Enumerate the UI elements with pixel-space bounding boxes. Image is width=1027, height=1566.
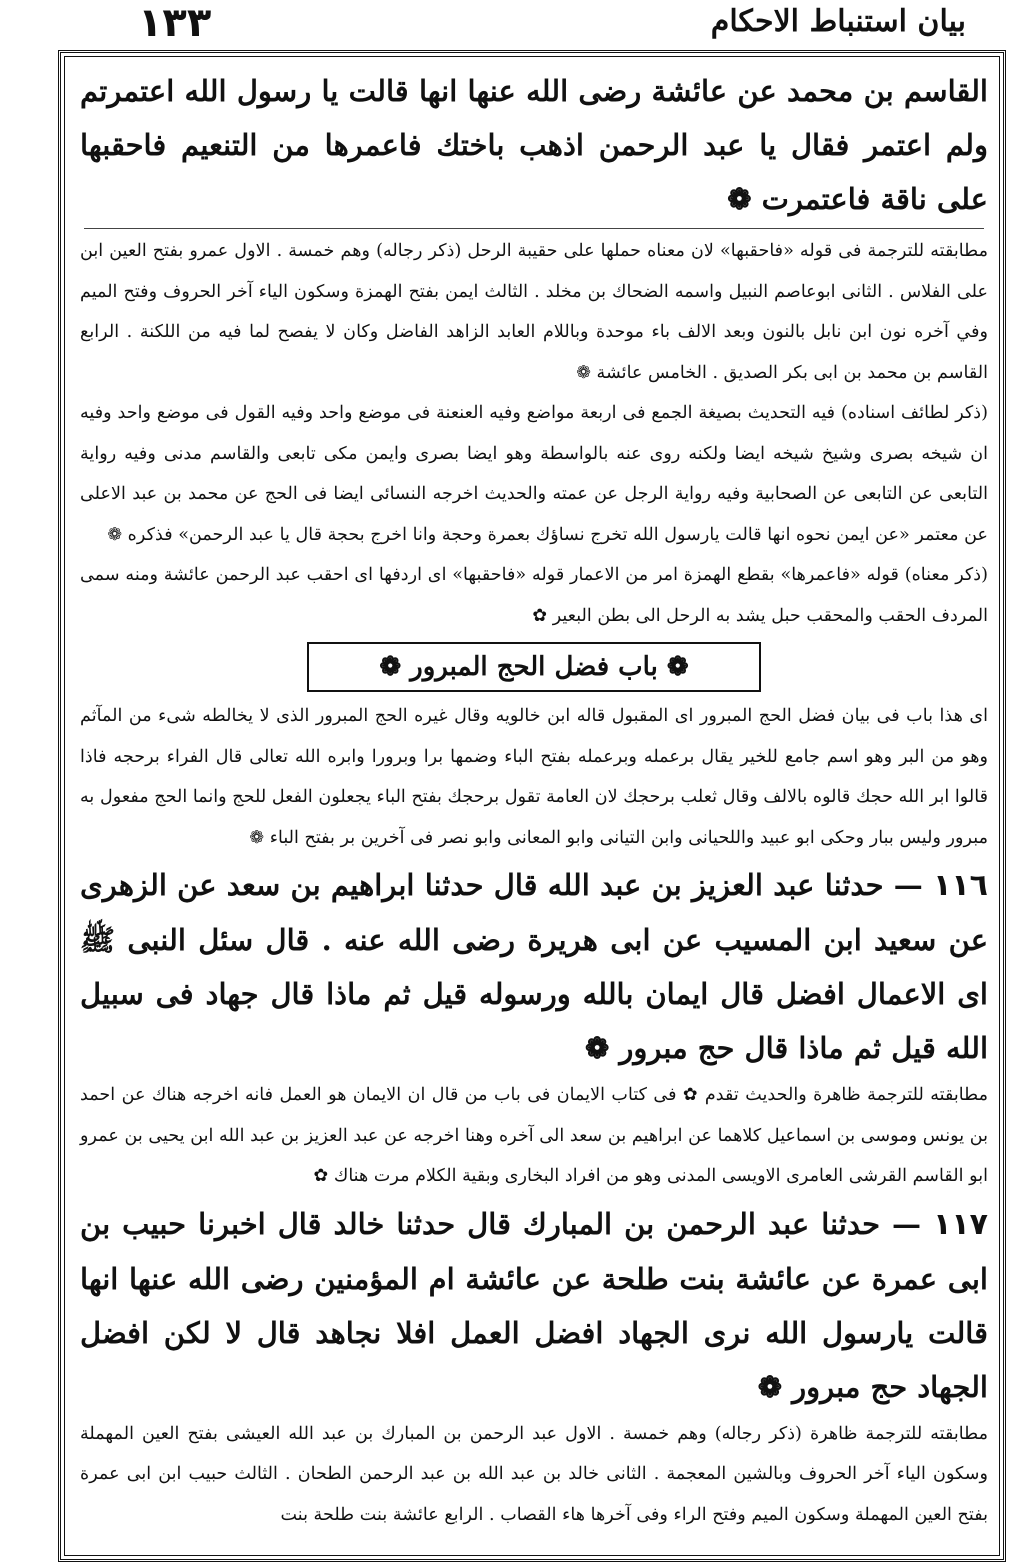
page-header (58, 0, 1006, 48)
commentary-maanahu: (ذكر معناه) قوله «فاعمرها» بقطع الهمزة امر من الاعمار قوله «فاحقبها» اى اردفها اى احقب عبد الرحمن عائشة ومنه سمى المردف الحقب والمحقب حبل يشد به الرحل الى بطن البعير ✿ (80, 565, 988, 626)
running-title: بيان استنباط الاحكام (710, 4, 966, 39)
hadith-117-commentary: مطابقته للترجمة ظاهرة (ذكر رجاله) وهم خمسة . الاول عبد الرحمن بن المبارك بن عبد الله العيشى بفتح العين المهملة وسكون الياء آخر الحروف وبالشين المعجمة . الثانى خالد بن عبد الله بن عبد الرحمن الطحان . الثالث حبيب ابن ابى عمرة بفتح العين المهملة وسكون الميم وفتح الراء وفى آخرها هاء القصاب . الرابع عائشة بنت طلحة بنت (80, 1423, 988, 1525)
page-body (74, 58, 994, 1558)
divider (84, 228, 984, 229)
chapter-heading-wrap (74, 642, 994, 692)
hadith-115-text: القاسم بن محمد عن عائشة رضى الله عنها انها قالت يا رسول الله اعتمرتم ولم اعتمر فقال يا عبد الرحمن اذهب باختك فاعمرها من التنعيم فاحقبها على ناقة فاعتمرت ❁ (80, 74, 988, 216)
commentary-rijal: مطابقته للترجمة فى قوله «فاحقبها» لان معناه حملها على حقيبة الرحل (ذكر رجاله) وهم خمسة . الاول عمرو بفتح العين ابن على الفلاس . الثانى ابوعاصم النبيل واسمه الضحاك بن مخلد . الثالث ايمن بفتح الهمزة وسكون الياء آخر الحروف وفتح الميم وفي آخره نون ابن نابل بالنون وبعد الالف باء موحدة وباللام العابد الزاهد الفاضل وكان لا يفصح لما فيه من اللكنة . الرابع القاسم بن محمد بن ابى بكر الصديق . الخامس عائشة ❁ (80, 241, 988, 383)
hadith-117-text: حدثنا عبد الرحمن بن المبارك قال حدثنا خالد قال اخبرنا حبيب بن ابى عمرة عن عائشة بنت طلحة عن عائشة ام المؤمنين رضى الله عنها انها قالت يارسول الله نرى الجهاد افضل العمل افلا نجاهد قال لا لكن افضل الجهاد حج مبرور ❁ (80, 1206, 988, 1404)
chapter-commentary: اى هذا باب فى بيان فضل الحج المبرور اى المقبول قاله ابن خالويه وقال غيره الحج المبرور الذى لا يخالطه شىء من المآثم وهو من البر وهو اسم جامع للخير يقال برعمله وبرعمله بفتح الباء وضمها برا وبرورا وابره الله تعالى قال الفراء برحجه فاذا قالوا ابر الله حجك قالوه بالالف وقال ثعلب برحجك لان العامة تقول برحجك بفتح الباء يجعلون الفعل للحج وانما الحج مفعول به مبرور وليس ببار وحكى ابو عبيد واللحيانى وابن التيانى وابو المعانى وابو نصر فى آخرين بر بفتح الباء ❁ (80, 706, 988, 848)
hadith-number: ١١٧ (933, 1206, 988, 1242)
commentary-lataif: (ذكر لطائف اسناده) فيه التحديث بصيغة الجمع فى اربعة مواضع وفيه العنعنة فى موضع واحد وفيه القول فى موضع واحد وفيه ان شيخه بصرى وشيخ شيخه ايضا ولكنه روى عنه بالواسطة وهو ايضا بصرى وايمن مكى تابعى والقاسم مدنى وفيه رواية التابعى عن التابعى عن الصحابية وفيه رواية الرجل عن عمته والحديث اخرجه النسائى ايضا فى الحج عن محمد بن عبد الاعلى عن معتمر «عن ايمن نحوه انها قالت يارسول الله تخرج نساؤك بعمرة وحجة وانا اخرج بحجة قال يا عبد الرحمن» فذكره ❁ (80, 403, 988, 545)
hadith-116-commentary: مطابقته للترجمة ظاهرة والحديث تقدم ✿ فى كتاب الايمان فى باب من قال ان الايمان هو العمل فانه اخرجه هناك عن احمد بن يونس وموسى بن اسماعيل كلاهما عن ابراهيم بن سعد الى آخره وهنا اخرجه عن عبد العزيز بن عبد الله ابن يحيى بن عمرو ابو القاسم القرشى العامرى الاويسى المدنى وهو من افراد البخارى وبقية الكلام مرت هناك ✿ (80, 1085, 988, 1186)
chapter-heading: ❁ باب فضل الحج المبرور ❁ (307, 642, 760, 692)
hadith-116: ١١٦ — حدثنا عبد العزيز بن عبد الله قال حدثنا ابراهيم بن سعد عن الزهرى عن سعيد ابن المسيب عن ابى هريرة رضى الله عنه . قال سئل النبى ﷺ اى الاعمال افضل قال ايمان بالله ورسوله قيل ثم ماذا قال جهاد فى سبيل الله قيل ثم ماذا قال حج مبرور ❁ (80, 868, 988, 1065)
hadith-number: ١١٦ (933, 868, 988, 903)
hadith-116-text: حدثنا عبد العزيز بن عبد الله قال حدثنا ابراهيم بن سعد عن الزهرى عن سعيد ابن المسيب عن ابى هريرة رضى الله عنه . قال سئل النبى ﷺ اى الاعمال افضل قال ايمان بالله ورسوله قيل ثم ماذا قال جهاد فى سبيل الله قيل ثم ماذا قال حج مبرور ❁ (80, 868, 988, 1065)
hadith-117: ١١٧ — حدثنا عبد الرحمن بن المبارك قال حدثنا خالد قال اخبرنا حبيب بن ابى عمرة عن عائشة بنت طلحة عن عائشة ام المؤمنين رضى الله عنها انها قالت يارسول الله نرى الجهاد افضل العمل افلا نجاهد قال لا لكن افضل الجهاد حج مبرور ❁ (80, 1206, 988, 1404)
page-number: ١٣٣ (138, 0, 212, 46)
